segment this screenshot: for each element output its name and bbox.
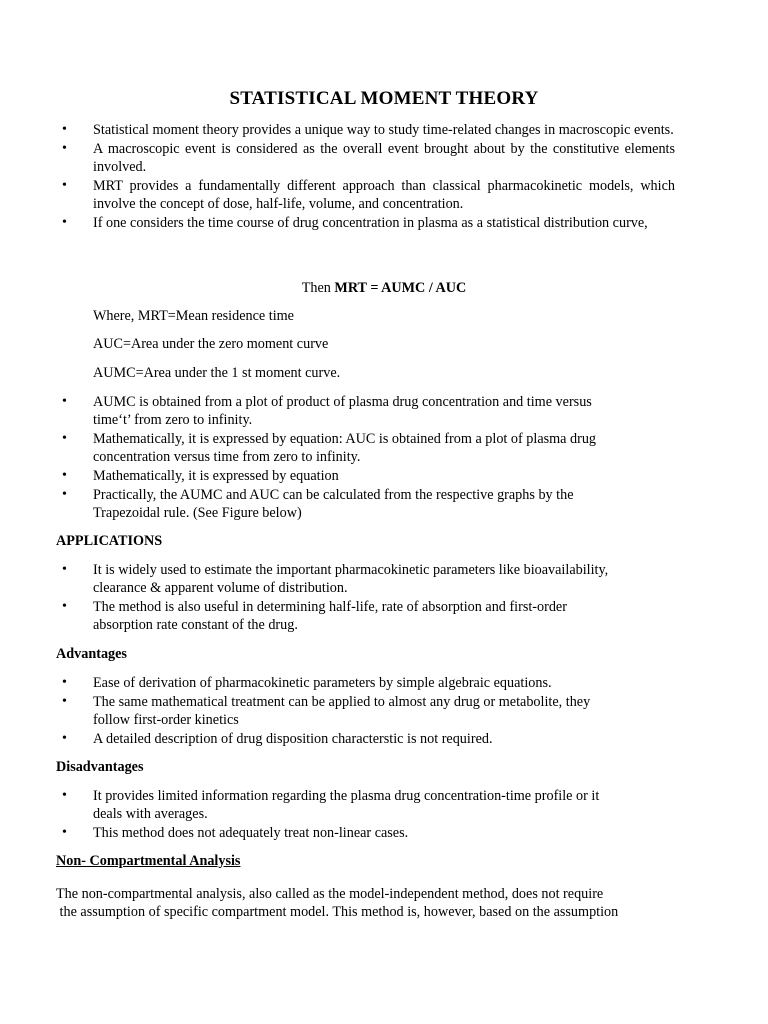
list-item-line: It provides limited information regarding the plasma drug concentration-time profile or it [93, 788, 600, 804]
applications-heading: APPLICATIONS [56, 533, 163, 549]
definition-auc: AUC=Area under the zero moment curve [93, 336, 329, 352]
list-item-line: deals with averages. [93, 806, 208, 822]
list-item [0, 430, 768, 466]
page-title: STATISTICAL MOMENT THEORY [229, 88, 539, 109]
list-item-line: This method does not adequately treat non-linear cases. [93, 825, 409, 841]
list-item [0, 393, 768, 429]
list-item-line: clearance & apparent volume of distribution. [93, 580, 348, 596]
list-item-line: Mathematically, it is expressed by equation [93, 468, 339, 484]
list-item-line: Trapezoidal rule. (See Figure below) [93, 505, 302, 521]
list-item-line: follow first-order kinetics [93, 712, 239, 728]
list-item-line: Mathematically, it is expressed by equation: AUC is obtained from a plot of plasma drug [93, 431, 597, 447]
paragraph-line: the assumption of specific compartment model. This method is, however, based on the assumption [56, 904, 619, 920]
list-item-line: time‘t’ from zero to infinity. [93, 412, 253, 428]
mrt-equation [0, 279, 768, 297]
list-item-line: The same mathematical treatment can be applied to almost any drug or metabolite, they [93, 694, 591, 710]
disadvantages-list [0, 787, 768, 843]
equation-formula: MRT = AUMC / AUC [334, 280, 467, 296]
list-item [0, 598, 768, 634]
list-item [0, 730, 768, 748]
list-item [0, 824, 768, 842]
list-item [0, 486, 768, 522]
disadvantages-heading: Disadvantages [56, 759, 144, 775]
advantages-list [0, 674, 768, 749]
list-item: • Statistical moment theory provides a unique way to study time-related changes in macroscopic events. [0, 121, 768, 139]
intro-bullet-list [0, 121, 768, 233]
definition-mrt: Where, MRT=Mean residence time [93, 308, 294, 324]
list-item [0, 693, 768, 729]
equation-prefix: Then [301, 280, 335, 296]
list-item-line: Ease of derivation of pharmacokinetic parameters by simple algebraic equations. [93, 675, 552, 691]
definition-aumc: AUMC=Area under the 1 st moment curve. [93, 365, 341, 381]
list-item-line: AUMC is obtained from a plot of product of plasma drug concentration and time versus [93, 394, 592, 410]
list-item-line: The method is also useful in determining half-life, rate of absorption and first-order [93, 599, 567, 615]
list-item-line: Practically, the AUMC and AUC can be calculated from the respective graphs by the [93, 487, 574, 503]
list-item-line: concentration versus time from zero to infinity. [93, 449, 361, 465]
advantages-heading: Advantages [56, 646, 127, 662]
applications-list [0, 561, 768, 635]
list-item [0, 561, 768, 597]
moment-bullet-list [0, 393, 768, 523]
list-item-line: absorption rate constant of the drug. [93, 617, 298, 633]
list-item: • MRT provides a fundamentally different approach than classical pharmacokinetic models, which involve the concept of dose, half-life, volume, and concentration. [0, 177, 768, 213]
nca-paragraph [56, 885, 696, 921]
list-item-line: A detailed description of drug disposition characterstic is not required. [93, 731, 493, 747]
nca-heading: Non- Compartmental Analysis [56, 853, 241, 869]
list-item [0, 787, 768, 823]
list-item [0, 467, 768, 485]
list-item [0, 674, 768, 692]
list-item: • If one considers the time course of drug concentration in plasma as a statistical distribution curve, [0, 214, 768, 232]
list-item-line: It is widely used to estimate the important pharmacokinetic parameters like bioavailability, [93, 562, 609, 578]
paragraph-line: The non-compartmental analysis, also called as the model-independent method, does not require [56, 886, 604, 902]
list-item: • A macroscopic event is considered as the overall event brought about by the constitutive elements involved. [0, 140, 768, 176]
